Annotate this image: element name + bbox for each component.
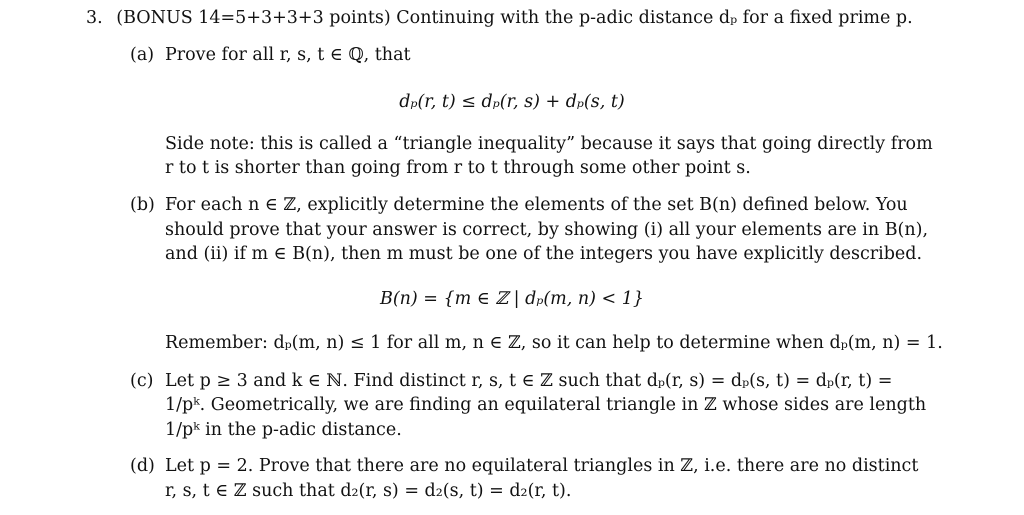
part-c-line3: 1/pᵏ in the p-adic distance.	[165, 420, 402, 440]
part-d-label: (d)	[130, 456, 155, 476]
problem-header-line	[86, 7, 913, 29]
problem-number: 3.	[86, 8, 103, 28]
part-b-line3: and (ii) if m ∈ B(n), then m must be one of the integers you have explicitly described.	[165, 244, 923, 264]
part-a-note-line2: r to t is shorter than going from r to t through some other point s.	[165, 158, 751, 178]
part-c-label: (c)	[130, 371, 154, 391]
part-a-note-line1: Side note: this is called a “triangle inequality” because it says that going directly from	[165, 134, 933, 154]
part-a-equation: dₚ(r, t) ≤ dₚ(r, s) + dₚ(s, t)	[399, 92, 625, 112]
part-a-line1: Prove for all r, s, t ∈ ℚ, that	[165, 45, 411, 65]
part-d-line2: r, s, t ∈ ℤ such that d₂(r, s) = d₂(s, t) = d₂(r, t).	[165, 481, 572, 501]
part-c-line1: Let p ≥ 3 and k ∈ ℕ. Find distinct r, s, t ∈ ℤ such that dₚ(r, s) = dₚ(s, t) = dₚ(r, t) =	[165, 371, 893, 391]
part-b-equation: B(n) = {m ∈ ℤ | dₚ(m, n) < 1}	[379, 289, 645, 309]
part-b-line2: should prove that your answer is correct, by showing (i) all your elements are in B(n),	[165, 220, 929, 240]
part-a-label: (a)	[130, 45, 155, 65]
part-d-line1: Let p = 2. Prove that there are no equilateral triangles in ℤ, i.e. there are no distinct	[165, 456, 919, 476]
part-b-label: (b)	[130, 195, 155, 215]
part-b-remember: Remember: dₚ(m, n) ≤ 1 for all m, n ∈ ℤ, so it can help to determine when dₚ(m, n) = 1.	[165, 333, 943, 353]
part-b-line1: For each n ∈ ℤ, explicitly determine the elements of the set B(n) defined below. You	[165, 195, 908, 215]
part-c-line2: 1/pᵏ. Geometrically, we are finding an equilateral triangle in ℤ whose sides are length	[165, 395, 927, 415]
problem-header: (BONUS 14=5+3+3+3 points) Continuing with the p-adic distance dₚ for a fixed prime p.	[116, 8, 913, 28]
